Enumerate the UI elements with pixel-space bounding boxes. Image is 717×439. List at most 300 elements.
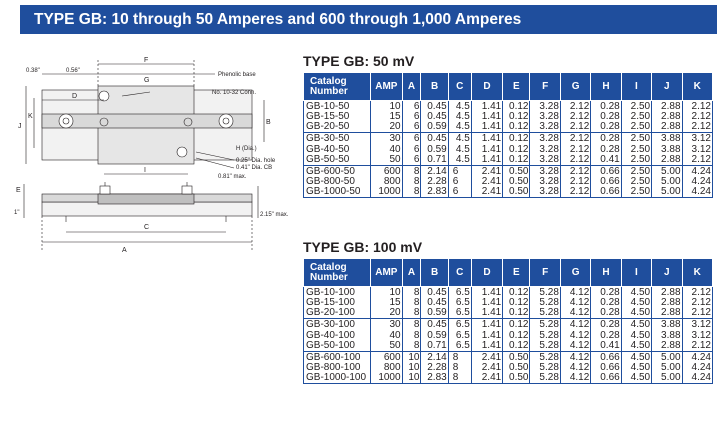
value-cell: 3.28 bbox=[530, 144, 560, 154]
col-header: K bbox=[682, 73, 712, 101]
value-cell: 1000 bbox=[371, 187, 402, 198]
value-cell: 5.00 bbox=[652, 187, 682, 198]
value-cell: 5.00 bbox=[652, 165, 682, 177]
value-cell: 4.5 bbox=[448, 155, 471, 166]
value-cell: 800 bbox=[371, 177, 402, 187]
col-header: B bbox=[421, 259, 448, 287]
value-cell: 4.50 bbox=[621, 330, 651, 340]
col-header: F bbox=[530, 73, 560, 101]
value-cell: 0.12 bbox=[503, 133, 530, 145]
h-dia-label: H (Dia.) bbox=[236, 146, 257, 152]
col-header: D bbox=[471, 73, 502, 101]
value-cell: 6 bbox=[402, 122, 421, 133]
catalog-number-cell: GB-20-50 bbox=[306, 121, 350, 133]
col-header: E bbox=[503, 73, 530, 101]
value-cell: 6 bbox=[402, 133, 421, 145]
value-cell: 3.88 bbox=[652, 133, 682, 145]
dim-j: J bbox=[18, 123, 22, 130]
value-cell: 0.45 bbox=[421, 287, 448, 299]
value-cell: 0.59 bbox=[421, 308, 448, 319]
value-cell: 3.28 bbox=[530, 101, 560, 113]
value-cell: 0.45 bbox=[421, 112, 448, 122]
shunt-dimension-drawing bbox=[0, 56, 300, 271]
value-cell: 0.66 bbox=[591, 363, 621, 373]
value-cell: 8 bbox=[402, 187, 421, 198]
value-cell: 2.50 bbox=[621, 133, 651, 145]
dim-056: 0.56" bbox=[66, 68, 80, 74]
col-header: D bbox=[471, 259, 502, 287]
dim-038: 0.38" bbox=[26, 68, 40, 74]
value-cell: 2.41 bbox=[471, 165, 502, 177]
value-cell: 1.41 bbox=[471, 155, 502, 166]
value-cell: 2.12 bbox=[560, 177, 590, 187]
value-cell: 0.28 bbox=[591, 101, 621, 113]
value-cell: 2.12 bbox=[560, 122, 590, 133]
value-cell: 1.41 bbox=[471, 308, 502, 319]
value-cell: 3.28 bbox=[530, 112, 560, 122]
value-cell: 2.88 bbox=[652, 341, 682, 352]
value-cell: 3.12 bbox=[682, 144, 712, 154]
value-cell: 6 bbox=[402, 112, 421, 122]
value-cell: 2.12 bbox=[682, 112, 712, 122]
value-cell: 5.28 bbox=[530, 319, 560, 331]
value-cell: 0.50 bbox=[503, 187, 530, 198]
value-cell: 4.24 bbox=[682, 351, 712, 363]
value-cell: 2.50 bbox=[621, 144, 651, 154]
value-cell: 1.41 bbox=[471, 112, 502, 122]
table-row bbox=[304, 341, 713, 352]
value-cell: 30 bbox=[371, 133, 402, 145]
value-cell: 5.28 bbox=[530, 341, 560, 352]
value-cell: 1.41 bbox=[471, 101, 502, 113]
col-header: E bbox=[503, 259, 530, 287]
col-header: C bbox=[448, 73, 471, 101]
spec-table-100mv bbox=[303, 258, 713, 384]
value-cell: 1.41 bbox=[471, 144, 502, 154]
value-cell: 3.88 bbox=[652, 330, 682, 340]
value-cell: 8 bbox=[402, 177, 421, 187]
value-cell: 6.5 bbox=[448, 319, 471, 331]
phenolic-label: Phenolic base bbox=[218, 72, 256, 78]
value-cell: 0.66 bbox=[591, 187, 621, 198]
value-cell: 0.45 bbox=[421, 319, 448, 331]
value-cell: 6 bbox=[402, 144, 421, 154]
value-cell: 2.28 bbox=[421, 177, 448, 187]
value-cell: 3.88 bbox=[652, 319, 682, 331]
value-cell: 0.66 bbox=[591, 165, 621, 177]
value-cell: 2.88 bbox=[652, 287, 682, 299]
value-cell: 6 bbox=[402, 155, 421, 166]
catalog-number-cell: GB-10-50 bbox=[306, 101, 350, 112]
value-cell: 1.41 bbox=[471, 341, 502, 352]
col-header: G bbox=[560, 259, 590, 287]
col-header: I bbox=[621, 259, 651, 287]
value-cell: 50 bbox=[371, 341, 402, 352]
value-cell: 3.88 bbox=[652, 144, 682, 154]
value-cell: 3.28 bbox=[530, 133, 560, 145]
value-cell: 4.12 bbox=[560, 319, 590, 331]
terminal-left bbox=[59, 114, 73, 128]
value-cell: 40 bbox=[371, 330, 402, 340]
value-cell: 5.00 bbox=[652, 373, 682, 384]
value-cell: 2.41 bbox=[471, 177, 502, 187]
value-cell: 0.12 bbox=[503, 308, 530, 319]
value-cell: 8 bbox=[402, 330, 421, 340]
value-cell: 6.5 bbox=[448, 287, 471, 299]
value-cell: 3.28 bbox=[530, 155, 560, 166]
value-cell: 2.12 bbox=[560, 101, 590, 113]
value-cell: 2.12 bbox=[560, 133, 590, 145]
table-row bbox=[304, 133, 713, 145]
value-cell: 0.71 bbox=[421, 155, 448, 166]
value-cell: 2.50 bbox=[621, 177, 651, 187]
dim-k: K bbox=[28, 113, 33, 120]
value-cell: 0.12 bbox=[503, 319, 530, 331]
value-cell: 600 bbox=[371, 351, 402, 363]
side-view-element bbox=[98, 194, 194, 204]
value-cell: 15 bbox=[371, 112, 402, 122]
value-cell: 6.5 bbox=[448, 308, 471, 319]
table-title-100mv: TYPE GB: 100 mV bbox=[303, 239, 423, 255]
value-cell: 8 bbox=[448, 363, 471, 373]
catalog-number-cell: GB-50-50 bbox=[306, 153, 350, 165]
value-cell: 4.12 bbox=[560, 330, 590, 340]
value-cell: 20 bbox=[371, 122, 402, 133]
value-cell: 2.14 bbox=[421, 165, 448, 177]
catalog-number-cell: GB-10-100 bbox=[306, 287, 355, 298]
value-cell: 6 bbox=[448, 187, 471, 198]
value-cell: 8 bbox=[402, 319, 421, 331]
value-cell: 2.83 bbox=[421, 373, 448, 384]
value-cell: 2.28 bbox=[421, 363, 448, 373]
value-cell: 0.28 bbox=[591, 319, 621, 331]
value-cell: 0.50 bbox=[503, 177, 530, 187]
value-cell: 0.50 bbox=[503, 373, 530, 384]
value-cell: 0.45 bbox=[421, 298, 448, 308]
value-cell: 0.50 bbox=[503, 165, 530, 177]
catalog-number-cell: GB-600-100 bbox=[306, 351, 361, 363]
value-cell: 6.5 bbox=[448, 330, 471, 340]
value-cell: 2.88 bbox=[652, 122, 682, 133]
value-cell: 2.88 bbox=[652, 155, 682, 166]
value-cell: 4.5 bbox=[448, 112, 471, 122]
col-header: H bbox=[591, 259, 621, 287]
value-cell: 8 bbox=[448, 351, 471, 363]
value-cell: 4.50 bbox=[621, 363, 651, 373]
value-cell: 0.71 bbox=[421, 341, 448, 352]
table-row bbox=[304, 351, 713, 363]
catalog-number-cell: GB-800-100 bbox=[306, 361, 361, 373]
table-row bbox=[304, 308, 713, 319]
value-cell: 5.28 bbox=[530, 287, 560, 299]
catalog-number-cell: GB-15-100 bbox=[306, 297, 355, 309]
page-banner: TYPE GB: 10 through 50 Amperes and 600 through 1,000 Amperes bbox=[20, 5, 717, 34]
value-cell: 4.50 bbox=[621, 287, 651, 299]
max-081-label: 0.81" max. bbox=[218, 174, 247, 180]
value-cell: 2.12 bbox=[682, 341, 712, 352]
col-header: AMP bbox=[371, 259, 402, 287]
dim-b: B bbox=[266, 119, 271, 126]
value-cell: 0.66 bbox=[591, 351, 621, 363]
value-cell: 2.14 bbox=[421, 351, 448, 363]
value-cell: 2.50 bbox=[621, 155, 651, 166]
dim-d: D bbox=[72, 93, 78, 100]
value-cell: 0.28 bbox=[591, 287, 621, 299]
value-cell: 4.24 bbox=[682, 177, 712, 187]
col-header: K bbox=[682, 259, 712, 287]
catalog-number-cell: GB-40-50 bbox=[306, 143, 350, 155]
table-title-50mv: TYPE GB: 50 mV bbox=[303, 53, 415, 69]
value-cell: 0.45 bbox=[421, 133, 448, 145]
header-row bbox=[304, 73, 713, 101]
value-cell: 4.5 bbox=[448, 133, 471, 145]
catalog-number-cell: GB-50-100 bbox=[306, 339, 355, 351]
catalog-number-cell: GB-600-50 bbox=[306, 165, 355, 177]
table-row bbox=[304, 298, 713, 308]
table-row bbox=[304, 155, 713, 166]
value-cell: 15 bbox=[371, 298, 402, 308]
value-cell: 2.41 bbox=[471, 363, 502, 373]
value-cell: 6 bbox=[402, 101, 421, 113]
value-cell: 2.50 bbox=[621, 112, 651, 122]
value-cell: 2.12 bbox=[560, 165, 590, 177]
value-cell: 10 bbox=[371, 101, 402, 113]
value-cell: 2.88 bbox=[652, 308, 682, 319]
table-row bbox=[304, 287, 713, 299]
value-cell: 1.41 bbox=[471, 298, 502, 308]
col-header: J bbox=[652, 73, 682, 101]
table-row bbox=[304, 177, 713, 187]
value-cell: 1.41 bbox=[471, 133, 502, 145]
value-cell: 5.28 bbox=[530, 351, 560, 363]
col-header: I bbox=[621, 73, 651, 101]
value-cell: 0.28 bbox=[591, 330, 621, 340]
value-cell: 8 bbox=[402, 298, 421, 308]
value-cell: 1.41 bbox=[471, 330, 502, 340]
col-header: B bbox=[421, 73, 448, 101]
value-cell: 4.5 bbox=[448, 122, 471, 133]
value-cell: 0.59 bbox=[421, 122, 448, 133]
value-cell: 8 bbox=[402, 308, 421, 319]
value-cell: 0.12 bbox=[503, 112, 530, 122]
value-cell: 2.12 bbox=[560, 144, 590, 154]
value-cell: 10 bbox=[402, 363, 421, 373]
value-cell: 4.50 bbox=[621, 319, 651, 331]
value-cell: 0.12 bbox=[503, 287, 530, 299]
value-cell: 2.88 bbox=[652, 112, 682, 122]
catalog-number-cell: GB-800-50 bbox=[306, 175, 355, 187]
conn-label: No. 10-32 Conn. bbox=[212, 90, 257, 96]
value-cell: 0.12 bbox=[503, 122, 530, 133]
value-cell: 5.28 bbox=[530, 363, 560, 373]
catalog-number-cell: GB-20-100 bbox=[306, 307, 355, 319]
value-cell: 3.12 bbox=[682, 330, 712, 340]
table-block-50mv bbox=[303, 52, 713, 198]
value-cell: 50 bbox=[371, 155, 402, 166]
col-header: AMP bbox=[371, 73, 402, 101]
col-header: J bbox=[652, 259, 682, 287]
value-cell: 0.28 bbox=[591, 298, 621, 308]
value-cell: 4.24 bbox=[682, 373, 712, 384]
max-215-label: 2.15" max. bbox=[260, 212, 289, 218]
value-cell: 0.28 bbox=[591, 133, 621, 145]
table-row bbox=[304, 373, 713, 384]
value-cell: 800 bbox=[371, 363, 402, 373]
table-row bbox=[304, 319, 713, 331]
value-cell: 8 bbox=[448, 373, 471, 384]
value-cell: 0.28 bbox=[591, 144, 621, 154]
value-cell: 1.41 bbox=[471, 319, 502, 331]
value-cell: 0.50 bbox=[503, 351, 530, 363]
value-cell: 2.12 bbox=[682, 155, 712, 166]
catalog-number-cell: GB-30-50 bbox=[306, 133, 350, 145]
value-cell: 4.12 bbox=[560, 308, 590, 319]
sense-screw-top bbox=[99, 91, 109, 101]
table-row bbox=[304, 187, 713, 198]
value-cell: 5.28 bbox=[530, 298, 560, 308]
value-cell: 40 bbox=[371, 144, 402, 154]
value-cell: 4.5 bbox=[448, 144, 471, 154]
value-cell: 4.50 bbox=[621, 373, 651, 384]
value-cell: 2.41 bbox=[471, 187, 502, 198]
value-cell: 20 bbox=[371, 308, 402, 319]
value-cell: 4.12 bbox=[560, 351, 590, 363]
value-cell: 2.12 bbox=[682, 298, 712, 308]
table-row bbox=[304, 144, 713, 154]
value-cell: 8 bbox=[402, 287, 421, 299]
col-header: A bbox=[402, 73, 421, 101]
value-cell: 3.12 bbox=[682, 133, 712, 145]
col-header: Catalog Number bbox=[304, 259, 371, 287]
catalog-number-cell: GB-1000-50 bbox=[306, 186, 361, 198]
value-cell: 3.28 bbox=[530, 122, 560, 133]
value-cell: 0.66 bbox=[591, 177, 621, 187]
sense-screw-bottom bbox=[177, 147, 187, 157]
value-cell: 10 bbox=[402, 373, 421, 384]
value-cell: 0.12 bbox=[503, 298, 530, 308]
value-cell: 2.50 bbox=[621, 165, 651, 177]
value-cell: 2.88 bbox=[652, 101, 682, 113]
value-cell: 0.66 bbox=[591, 373, 621, 384]
catalog-number-cell: GB-40-100 bbox=[306, 329, 355, 341]
col-header: H bbox=[591, 73, 621, 101]
dim-a: A bbox=[122, 247, 127, 254]
value-cell: 0.50 bbox=[503, 363, 530, 373]
value-cell: 0.59 bbox=[421, 144, 448, 154]
value-cell: 600 bbox=[371, 165, 402, 177]
value-cell: 4.50 bbox=[621, 351, 651, 363]
value-cell: 4.12 bbox=[560, 298, 590, 308]
value-cell: 5.28 bbox=[530, 373, 560, 384]
header-row bbox=[304, 259, 713, 287]
value-cell: 8 bbox=[402, 341, 421, 352]
value-cell: 10 bbox=[371, 287, 402, 299]
spec-table-50mv bbox=[303, 72, 713, 198]
value-cell: 4.24 bbox=[682, 363, 712, 373]
value-cell: 4.24 bbox=[682, 187, 712, 198]
value-cell: 30 bbox=[371, 319, 402, 331]
value-cell: 6.5 bbox=[448, 298, 471, 308]
value-cell: 3.28 bbox=[530, 177, 560, 187]
dim-g: G bbox=[144, 77, 150, 84]
value-cell: 3.28 bbox=[530, 165, 560, 177]
table-row bbox=[304, 330, 713, 340]
value-cell: 2.12 bbox=[560, 112, 590, 122]
value-cell: 0.59 bbox=[421, 330, 448, 340]
dim-e: E bbox=[16, 187, 21, 194]
value-cell: 5.00 bbox=[652, 363, 682, 373]
value-cell: 0.12 bbox=[503, 341, 530, 352]
value-cell: 2.12 bbox=[682, 122, 712, 133]
dim-1in: 1" bbox=[14, 210, 20, 216]
value-cell: 1.41 bbox=[471, 287, 502, 299]
dim-f: F bbox=[144, 57, 149, 64]
value-cell: 4.50 bbox=[621, 341, 651, 352]
value-cell: 2.50 bbox=[621, 101, 651, 113]
value-cell: 2.12 bbox=[682, 308, 712, 319]
value-cell: 2.50 bbox=[621, 187, 651, 198]
value-cell: 2.83 bbox=[421, 187, 448, 198]
col-header: G bbox=[560, 73, 590, 101]
table-row bbox=[304, 165, 713, 177]
value-cell: 5.28 bbox=[530, 308, 560, 319]
table-block-100mv bbox=[303, 238, 713, 384]
value-cell: 5.00 bbox=[652, 177, 682, 187]
value-cell: 3.12 bbox=[682, 319, 712, 331]
value-cell: 4.12 bbox=[560, 341, 590, 352]
value-cell: 0.45 bbox=[421, 101, 448, 113]
table-row bbox=[304, 101, 713, 113]
dim-c: C bbox=[144, 224, 150, 231]
value-cell: 4.5 bbox=[448, 101, 471, 113]
value-cell: 1000 bbox=[371, 373, 402, 384]
value-cell: 6.5 bbox=[448, 341, 471, 352]
catalog-number-cell: GB-1000-100 bbox=[306, 372, 367, 384]
col-header: F bbox=[530, 259, 560, 287]
value-cell: 0.12 bbox=[503, 330, 530, 340]
hole-label-1: 0.25" Dia. hole bbox=[236, 158, 276, 164]
table-row bbox=[304, 112, 713, 122]
value-cell: 2.12 bbox=[682, 101, 712, 113]
value-cell: 0.28 bbox=[591, 308, 621, 319]
value-cell: 2.41 bbox=[471, 351, 502, 363]
value-cell: 2.12 bbox=[560, 155, 590, 166]
catalog-number-cell: GB-30-100 bbox=[306, 319, 355, 331]
value-cell: 0.28 bbox=[591, 122, 621, 133]
table-row bbox=[304, 122, 713, 133]
value-cell: 6 bbox=[448, 177, 471, 187]
value-cell: 1.41 bbox=[471, 122, 502, 133]
value-cell: 3.28 bbox=[530, 187, 560, 198]
value-cell: 0.12 bbox=[503, 144, 530, 154]
col-header: C bbox=[448, 259, 471, 287]
value-cell: 6 bbox=[448, 165, 471, 177]
value-cell: 4.50 bbox=[621, 298, 651, 308]
value-cell: 0.41 bbox=[591, 155, 621, 166]
value-cell: 4.12 bbox=[560, 287, 590, 299]
col-header: Catalog Number bbox=[304, 73, 371, 101]
value-cell: 5.00 bbox=[652, 351, 682, 363]
value-cell: 5.28 bbox=[530, 330, 560, 340]
catalog-number-cell: GB-15-50 bbox=[306, 111, 350, 123]
value-cell: 4.12 bbox=[560, 363, 590, 373]
value-cell: 4.24 bbox=[682, 165, 712, 177]
value-cell: 4.50 bbox=[621, 308, 651, 319]
value-cell: 2.50 bbox=[621, 122, 651, 133]
value-cell: 8 bbox=[402, 165, 421, 177]
dim-i: I bbox=[144, 167, 146, 174]
col-header: A bbox=[402, 259, 421, 287]
